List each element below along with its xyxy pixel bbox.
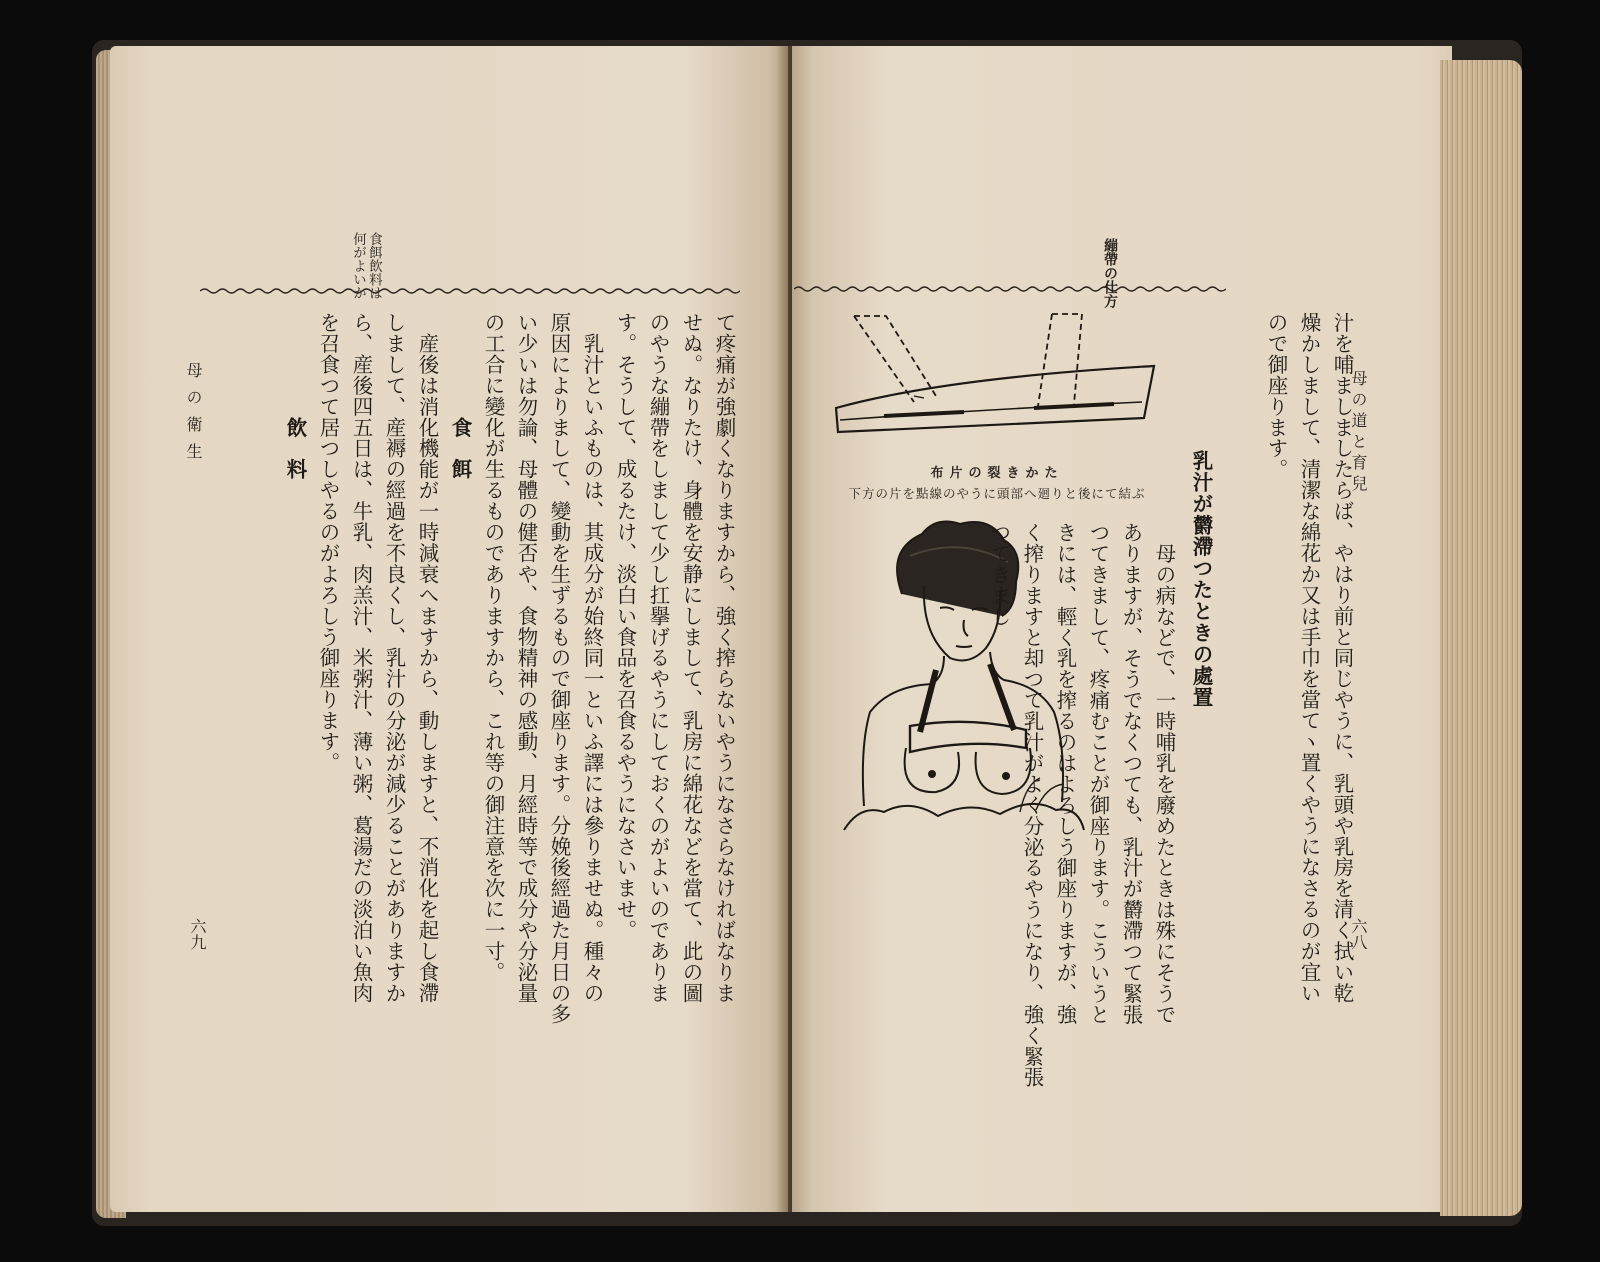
left-header-note-line: 何がよいか bbox=[350, 232, 366, 300]
text-column: を召食つて居つしやるのがよろしう御座ります。 bbox=[316, 312, 340, 773]
text-column: い少いは勿論、母體の健否や、食物精神の感動、月經時等で成分や分泌量 bbox=[514, 312, 538, 1004]
right-header-rule bbox=[794, 284, 1226, 294]
right-page-stack bbox=[1440, 60, 1522, 1216]
bandage-strip-illustration bbox=[824, 308, 1170, 468]
figure-caption-title: 布片の裂きかた bbox=[930, 466, 1064, 481]
subheading-food: 食 餌 bbox=[448, 312, 472, 480]
text-column: の工合に變化が生るものでありますから、これ等の御注意を次に一寸。 bbox=[481, 312, 505, 983]
text-column: て疼痛が強劇くなりますから、強く搾らないやうになさらなければなりま bbox=[712, 312, 736, 1004]
subheading-drink: 飲 料 bbox=[283, 312, 307, 480]
text-column: きには、輕く乳を搾るのはよろしう御座りますが、強 bbox=[1053, 522, 1077, 1025]
text-column: す。そうして、成るたけ、淡白い食品を召食るやうになさいませ。 bbox=[613, 312, 637, 941]
text-column: のやうな繃帶をしまして少し扛擧げるやうにしておくのがよいのでありま bbox=[646, 312, 670, 1004]
right-running-head: 母の道と育兒 bbox=[1349, 370, 1368, 496]
left-running-head: 母の衛生 bbox=[184, 362, 203, 470]
text-column: 原因によりまして、變動を生ずるもので御座ります。分娩後經過た月日の多 bbox=[547, 312, 571, 1025]
text-column: ので御座ります。 bbox=[1264, 312, 1288, 480]
text-column: つてきまして、疼痛むことが御座ります。こういうと bbox=[1086, 522, 1110, 1025]
text-column: 乳汁といふものは、其成分が始終同一といふ譯には參りませぬ。種々の bbox=[580, 312, 604, 1004]
text-column: せぬ。なりたけ、身體を安静にしまして、乳房に綿花などを當て、此の圖 bbox=[679, 312, 703, 1004]
text-column: く搾りますと却つて乳汁がよく分泌るやうになり、強く緊張つてきまし bbox=[987, 522, 1044, 1088]
text-column: ら、産後四五日は、牛乳、肉羔汁、米粥汁、薄い粥、葛湯だの淡泊い魚肉 bbox=[349, 312, 373, 1004]
text-column: ありますが、そうでなくつても、乳汁が欝滯つて緊張 bbox=[1119, 522, 1143, 1025]
right-body-text-bottom bbox=[808, 522, 1180, 1100]
left-body-text bbox=[250, 312, 740, 1092]
left-header-rule bbox=[200, 286, 740, 296]
right-page-number: 六八 bbox=[1349, 918, 1368, 950]
right-body-text-top bbox=[1222, 312, 1358, 1092]
left-header-note-line: 食餌飲料は bbox=[366, 232, 382, 300]
bandage-figure bbox=[824, 308, 1170, 504]
text-column: 産後は消化機能が一時減衰へますから、動しますと、不消化を起し食滯 bbox=[415, 312, 439, 1004]
text-column: 燥かしまして、清潔な綿花か又は手巾を當てヽ置くやうになさるのが宜い bbox=[1297, 312, 1321, 1004]
figure-caption-instructions: 下方の片を點線のやうに頭部へ廻りと後にて結ぶ bbox=[848, 486, 1146, 501]
right-header-note: 繃帶の仕方 bbox=[1102, 238, 1118, 308]
text-column: 母の病などで、一時哺乳を廢めたときは殊にそうで bbox=[1152, 522, 1176, 1025]
section-heading-congestion: 乳汁が欝滯つたときの處置 bbox=[1189, 450, 1213, 708]
left-page-number: 六九 bbox=[188, 918, 207, 950]
text-column: しまして、産褥の經過を不良くし、乳汁の分泌が減少ることがありますか bbox=[382, 312, 406, 1004]
text-column: 汁を哺ましましたらば、やはり前と同じやうに、乳頭や乳房を清く拭い乾 bbox=[1330, 312, 1354, 1004]
